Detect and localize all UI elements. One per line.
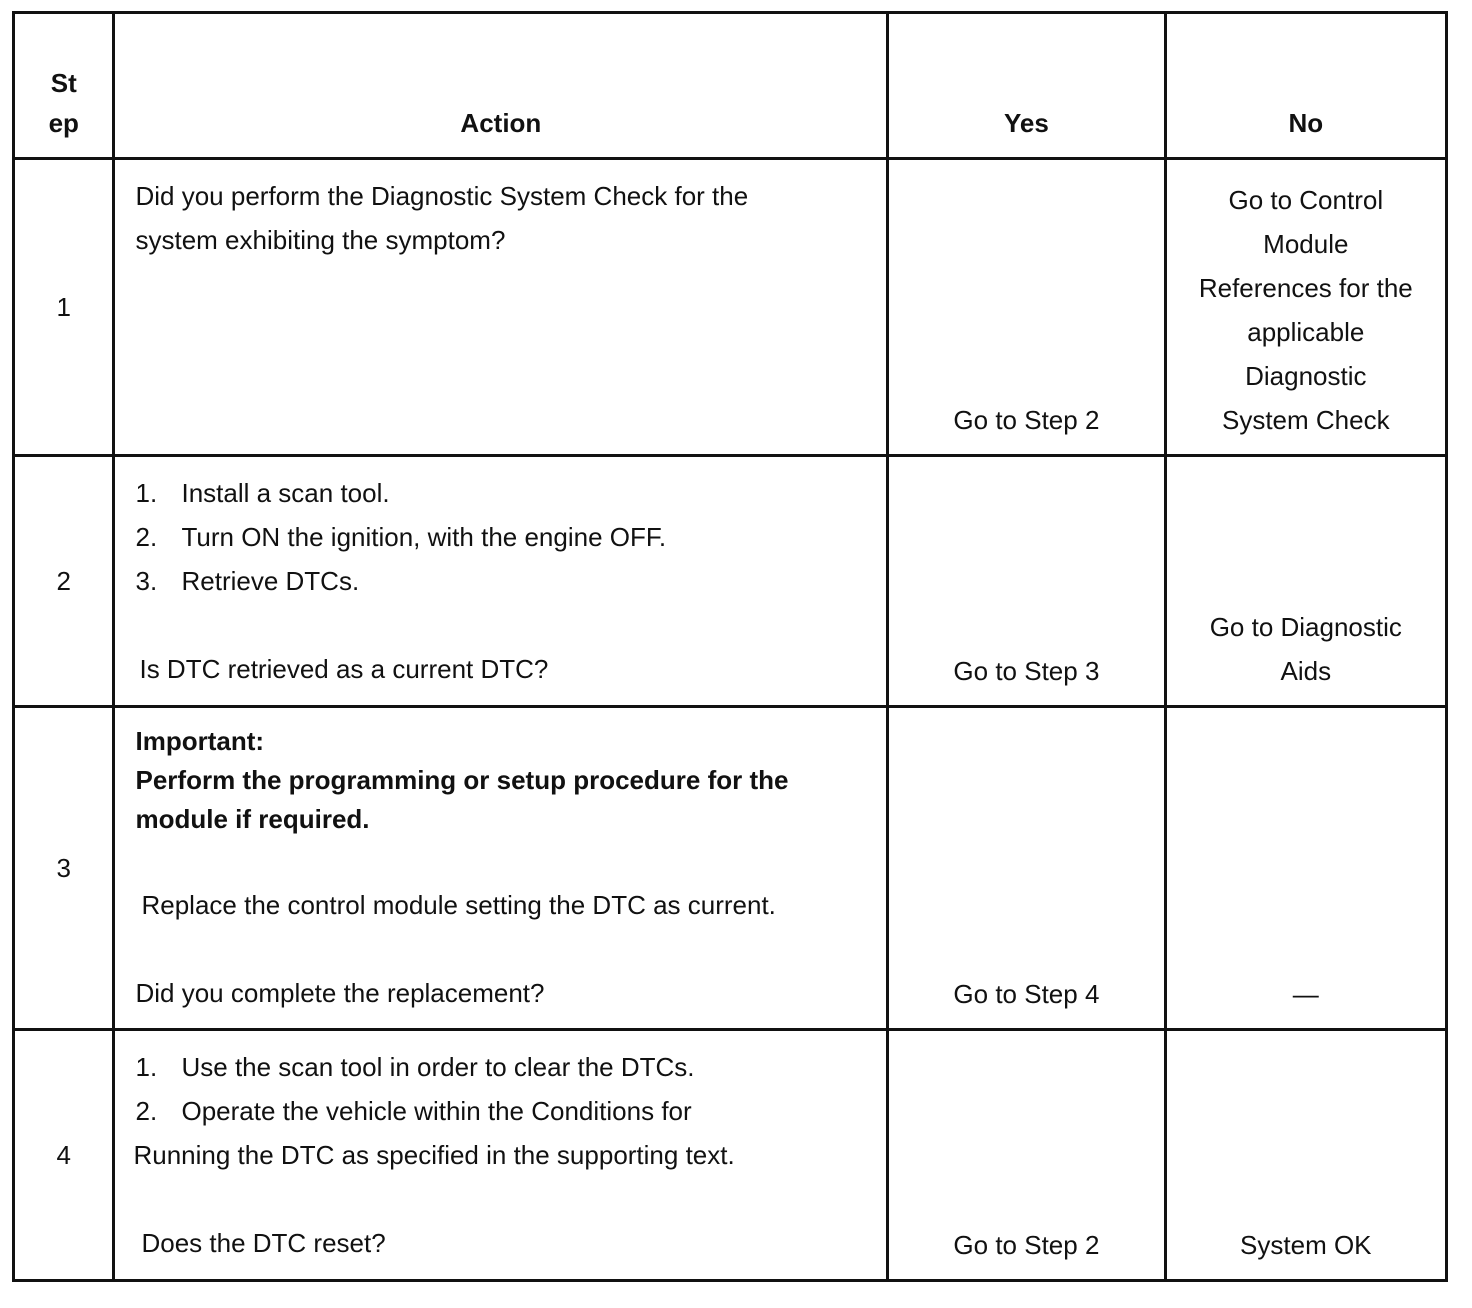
header-action: Action — [114, 13, 888, 159]
step-number: 4 — [14, 1029, 114, 1280]
list-item — [133, 559, 876, 603]
no-result — [1165, 159, 1446, 455]
list-text: Install a scan tool. — [181, 477, 390, 508]
action-cell — [114, 159, 888, 455]
list-text: Retrieve DTCs. — [181, 565, 360, 596]
list-number: 1. — [135, 1051, 158, 1082]
header-step-line2: ep — [48, 108, 79, 139]
header-yes: Yes — [888, 13, 1165, 159]
step-number: 2 — [14, 455, 114, 706]
yes-result: Go to Step 4 — [888, 707, 1165, 1030]
question-text: Is DTC retrieved as a current DTC? — [139, 653, 549, 684]
list-number: 2. — [135, 521, 158, 552]
important-text: module if required. — [135, 804, 370, 835]
no-text: References for the — [1198, 272, 1413, 303]
action-cell — [114, 1029, 888, 1280]
list-item — [133, 515, 876, 559]
table-row — [14, 1029, 1447, 1280]
no-text: Go to Control — [1228, 184, 1384, 215]
step-number: 3 — [14, 707, 114, 1030]
table-row — [14, 455, 1447, 706]
yes-result: Go to Step 2 — [888, 159, 1165, 455]
no-text: Aids — [1280, 656, 1332, 687]
no-result — [1165, 455, 1446, 706]
no-result: — — [1165, 707, 1446, 1030]
list-item — [133, 471, 876, 515]
important-text: Perform the programming or setup procedure for the — [135, 765, 789, 796]
no-text: Diagnostic — [1245, 360, 1367, 391]
header-step — [14, 13, 114, 159]
list-number: 2. — [135, 1095, 158, 1126]
yes-result: Go to Step 3 — [888, 455, 1165, 706]
action-cell — [114, 707, 888, 1030]
no-result: System OK — [1165, 1029, 1446, 1280]
important-label: Important: — [135, 726, 265, 757]
list-number: 3. — [135, 565, 158, 596]
no-text: Module — [1263, 228, 1349, 259]
list-text: Use the scan tool in order to clear the DTCs. — [181, 1051, 695, 1082]
table-row — [14, 707, 1447, 1030]
header-row — [14, 13, 1447, 159]
yes-result: Go to Step 2 — [888, 1029, 1165, 1280]
question-text: Did you complete the replacement? — [135, 978, 545, 1009]
step-number: 1 — [14, 159, 114, 455]
no-text: applicable — [1247, 316, 1365, 347]
action-cell — [114, 455, 888, 706]
instruction-text: Replace the control module setting the DTC as current. — [141, 890, 776, 921]
list-item — [133, 1045, 876, 1089]
continuation-text: Running the DTC as specified in the supporting text. — [133, 1139, 735, 1170]
header-no: No — [1165, 13, 1446, 159]
no-text: Go to Diagnostic — [1209, 612, 1402, 643]
list-item — [133, 1089, 876, 1133]
header-step-line1: St — [50, 68, 77, 99]
list-text: Operate the vehicle within the Conditions for — [181, 1095, 692, 1126]
list-number: 1. — [135, 477, 158, 508]
diagnostic-table — [12, 11, 1448, 1282]
no-text: System Check — [1221, 404, 1390, 435]
table-row — [14, 159, 1447, 455]
question-text: Does the DTC reset? — [141, 1227, 386, 1258]
list-text: Turn ON the ignition, with the engine OFF. — [181, 521, 667, 552]
action-text: Did you perform the Diagnostic System Check for the — [135, 181, 749, 212]
action-text: system exhibiting the symptom? — [135, 225, 506, 256]
